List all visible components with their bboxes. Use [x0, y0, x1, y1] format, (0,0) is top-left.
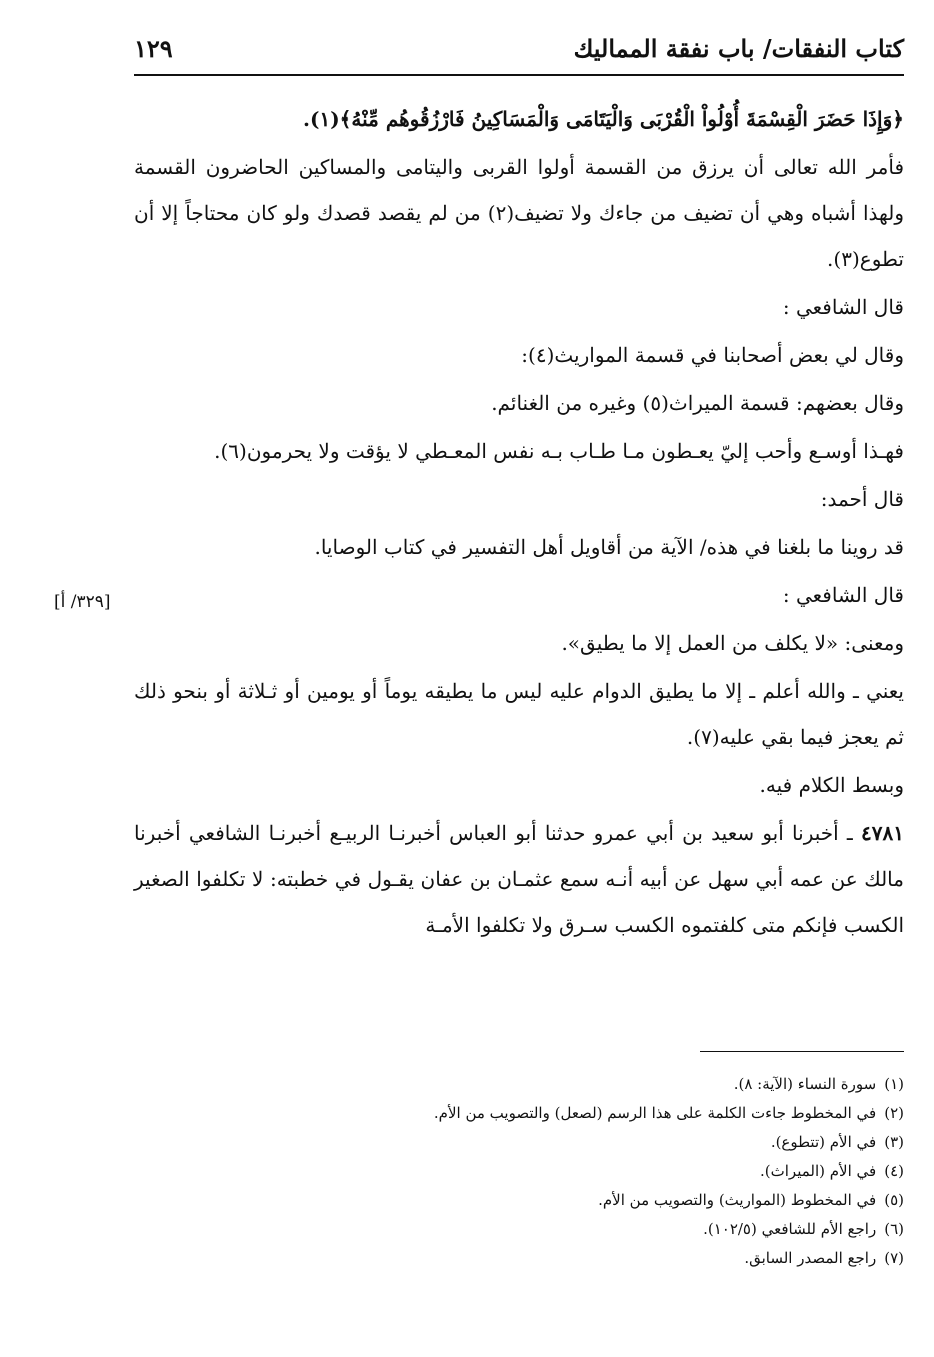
running-header [134, 34, 904, 74]
footnote-number: (٣) [884, 1133, 904, 1151]
footnote-number: (٤) [884, 1162, 904, 1180]
quran-verse: ﴿وَإِذَا حَضَرَ الْقِسْمَةَ أُوْلُواْ الْقُرْبَى وَالْيَتَامَى وَالْمَسَاكِينُ فَارْزُقُوهُم مِّنْهُ﴾(١). [303, 107, 904, 131]
footnote-number: (١) [884, 1075, 904, 1093]
footnote [134, 1186, 904, 1215]
header-divider [134, 74, 904, 76]
footnote-number: (٥) [884, 1191, 904, 1209]
footnote [134, 1244, 904, 1273]
footnotes [134, 1070, 904, 1273]
paragraph: وبسط الكلام فيه. [759, 773, 904, 797]
footnote-number: (٧) [884, 1249, 904, 1267]
footnote-text: في المخطوط جاءت الكلمة على هذا الرسم (لصعل) والتصويب من الأم. [433, 1104, 877, 1122]
footnote-text: في الأم (الميراث). [760, 1162, 877, 1180]
paragraph: فهـذا أوسـع وأحب إليّ يعـطون مـا طـاب بـه نفس المعـطي لا يؤقت ولا يحرمون(٦). [214, 439, 904, 463]
footnote-text: في المخطوط (المواريث) والتصويب من الأم. [598, 1191, 877, 1209]
hadith-number: ٤٧٨١ [861, 821, 904, 845]
footnote [134, 1070, 904, 1099]
hadith-text: ـ أخبرنا أبو سعيد بن أبي عمرو حدثنا أبو العباس أخبرنـا الربيـع أخبرنـا الشافعي أخبرنا مالك عن عمه أبي سهل عن أبيه أنـه سمع عثمـان بن عفان يقـول في خطبته: لا تكلفوا الصغير الكسب فإنكم متى كلفتموه الكسب سـرق ولا تكلفوا الأمـة [134, 821, 904, 937]
footnote [134, 1128, 904, 1157]
manuscript-folio-note: [٣٢٩/ أ] [54, 592, 111, 612]
paragraph: يعني ـ والله أعلم ـ إلا ما يطيق الدوام عليه ليس ما يطيقه يوماً أو يومين أو ثـلاثة أو بنحو ذلك ثم يعجز فيما بقي عليه(٧). [134, 679, 904, 749]
page-number: ١٢٩ [134, 34, 173, 63]
paragraph: قد روينا ما بلغنا في هذه/ الآية من أقاويل أهل التفسير في كتاب الوصايا. [314, 535, 904, 559]
footnote [134, 1157, 904, 1186]
footnote-text: راجع الأم للشافعي (١٠٢/٥). [703, 1220, 877, 1238]
paragraph: وقال بعضهم: قسمة الميراث(٥) وغيره من الغنائم. [491, 391, 904, 415]
footnote-text: راجع المصدر السابق. [744, 1249, 877, 1267]
paragraph: قال الشافعي : [782, 295, 904, 319]
paragraph: ومعنى: «لا يكلف من العمل إلا ما يطيق». [561, 631, 904, 655]
footnote-number: (٢) [884, 1104, 904, 1122]
footnote-number: (٦) [884, 1220, 904, 1238]
paragraph: وقال لي بعض أصحابنا في قسمة المواريث(٤): [521, 343, 904, 367]
paragraph: قال الشافعي : [782, 583, 904, 607]
paragraph: قال أحمد: [820, 487, 904, 511]
hadith-paragraph [134, 810, 904, 948]
footnote-text: في الأم (تتطوع). [770, 1133, 877, 1151]
main-text [134, 96, 904, 950]
footnote [134, 1215, 904, 1244]
footnote [134, 1099, 904, 1128]
paragraph: فأمر الله تعالى أن يرزق من القسمة أولوا القربى واليتامى والمساكين الحاضرون القسمة ولهذا أشباه وهي أن تضيف من جاءك ولا تضيف(٢) من لم يقصد قصدك ولو كان محتاجاً إلا أن تطوع(٣). [134, 155, 905, 271]
footnote-text: سورة النساء (الآية: ٨). [733, 1075, 877, 1093]
footnote-divider [700, 1051, 904, 1052]
header-title: كتاب النفقات/ باب نفقة المماليك [573, 34, 904, 63]
